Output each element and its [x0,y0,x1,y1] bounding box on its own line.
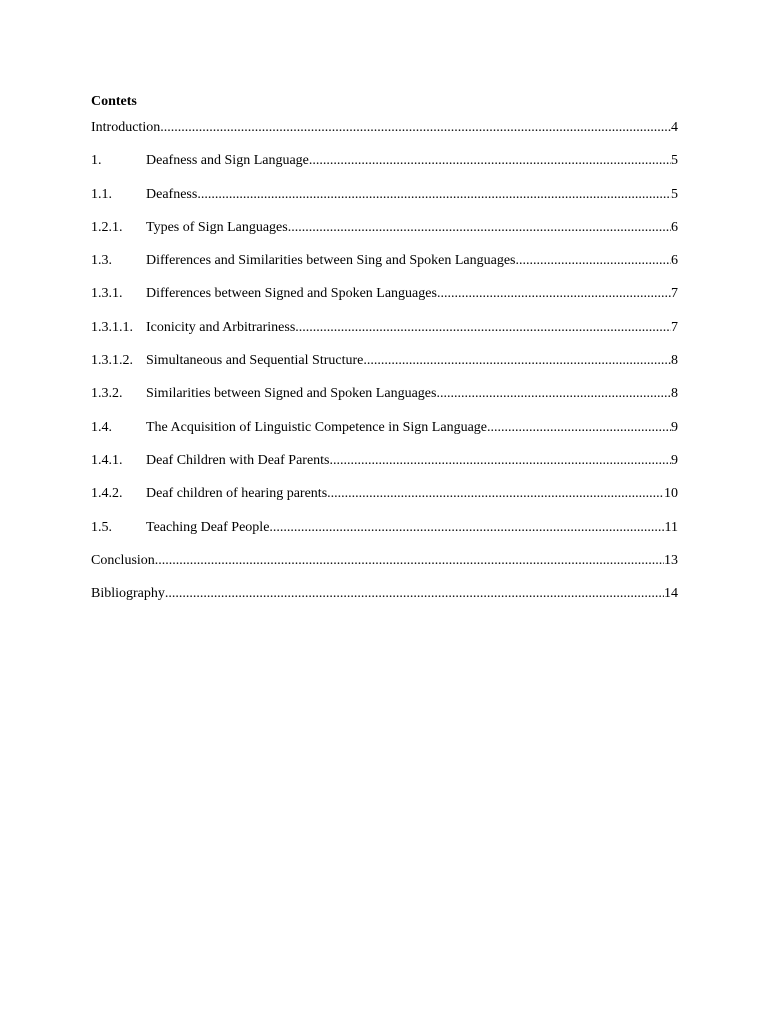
toc-section-number: 1.4. [91,419,112,435]
toc-page-number: 7 [671,319,678,335]
toc-entry-differences-and-similarities [91,252,678,285]
toc-dot-leader [197,186,671,204]
toc-entry-title: Teaching Deaf People [146,519,270,535]
toc-entry-title: Deafness [146,186,198,202]
toc-dot-leader [330,452,672,470]
toc-entry-similarities-signed-spoken [91,385,678,418]
toc-entry-conclusion [91,552,678,585]
toc-entry-title: Types of Sign Languages [146,219,288,235]
toc-entry-title: Deaf Children with Deaf Parents [146,452,330,468]
toc-entry-title: Conclusion [91,552,155,568]
toc-entry-title: Differences and Similarities between Sing and Spoken Languages [146,253,516,269]
toc-title: Contets [91,94,137,109]
toc-page-number: 9 [671,419,678,435]
toc-page-number: 14 [664,586,678,602]
toc-entry-title: Differences between Signed and Spoken Languages [146,286,437,302]
toc-entry-deaf-children-deaf-parents [91,452,678,485]
toc-dot-leader [155,552,664,570]
toc-entry-title: Introduction [91,120,161,135]
toc-dot-leader [165,585,664,603]
toc-entry-bibliography [91,585,678,618]
toc-section-number: 1.3.1.2. [91,353,133,369]
toc-entry-deaf-children-hearing-parents [91,485,678,518]
toc-entry-title: Simultaneous and Sequential Structure. [146,353,367,369]
toc-entry-title: The Acquisition of Linguistic Competence in Sign Language [146,419,487,435]
toc-entry-introduction [91,119,678,152]
toc-entry-deafness-and-sign-language [91,152,678,185]
toc-section-number: 1.3.1.1. [91,319,133,335]
toc-section-number: 1.3.2. [91,386,123,402]
toc-section-number: 1.2.1. [91,219,123,235]
toc-dot-leader [160,119,671,137]
toc-dot-leader [269,519,664,537]
toc-page-number: 4 [671,120,678,135]
toc-page-number: 6 [671,253,678,269]
toc-page-number: 7 [671,286,678,302]
toc-dot-leader [437,285,671,303]
toc-section-number: 1.3. [91,253,112,269]
toc-page-number: 13 [664,552,678,568]
table-of-contents [91,119,678,618]
toc-dot-leader [288,219,671,237]
toc-dot-leader [487,419,671,437]
toc-section-number: 1.5. [91,519,112,535]
toc-entry-acquisition-linguistic-competence [91,419,678,452]
toc-section-number: 1.3.1. [91,286,123,302]
toc-entry-title: Iconicity and Arbitrariness [146,319,296,335]
toc-entry-simultaneous-and-sequential [91,352,678,385]
toc-entry-types-of-sign-languages [91,219,678,252]
toc-page-number: 8 [671,353,678,369]
toc-entry-title: Similarities between Signed and Spoken Languages [146,386,437,402]
toc-page-number: 11 [664,519,678,535]
toc-dot-leader [327,485,664,503]
toc-entry-teaching-deaf-people [91,519,678,552]
toc-entry-title: Deaf children of hearing parents [146,486,328,502]
toc-page-number: 6 [671,219,678,235]
toc-entry-iconicity-and-arbitrariness [91,319,678,352]
toc-dot-leader [309,152,671,170]
toc-dot-leader [436,385,671,403]
toc-section-number: 1.4.1. [91,452,123,468]
toc-page-number: 5 [671,186,678,202]
toc-entry-differences-signed-spoken [91,285,678,318]
toc-page-number: 9 [671,452,678,468]
toc-entry-title: Bibliography [91,586,165,602]
toc-entry-title: Deafness and Sign Language [146,153,309,169]
toc-entry-deafness [91,186,678,219]
toc-page-number: 5 [671,153,678,169]
toc-dot-leader [295,319,671,337]
toc-section-number: 1.4.2. [91,486,123,502]
toc-section-number: 1. [91,153,102,169]
toc-section-number: 1.1. [91,186,112,202]
toc-page-number: 8 [671,386,678,402]
toc-dot-leader [367,352,671,370]
toc-dot-leader [515,252,671,270]
toc-page-number: 10 [664,486,678,502]
